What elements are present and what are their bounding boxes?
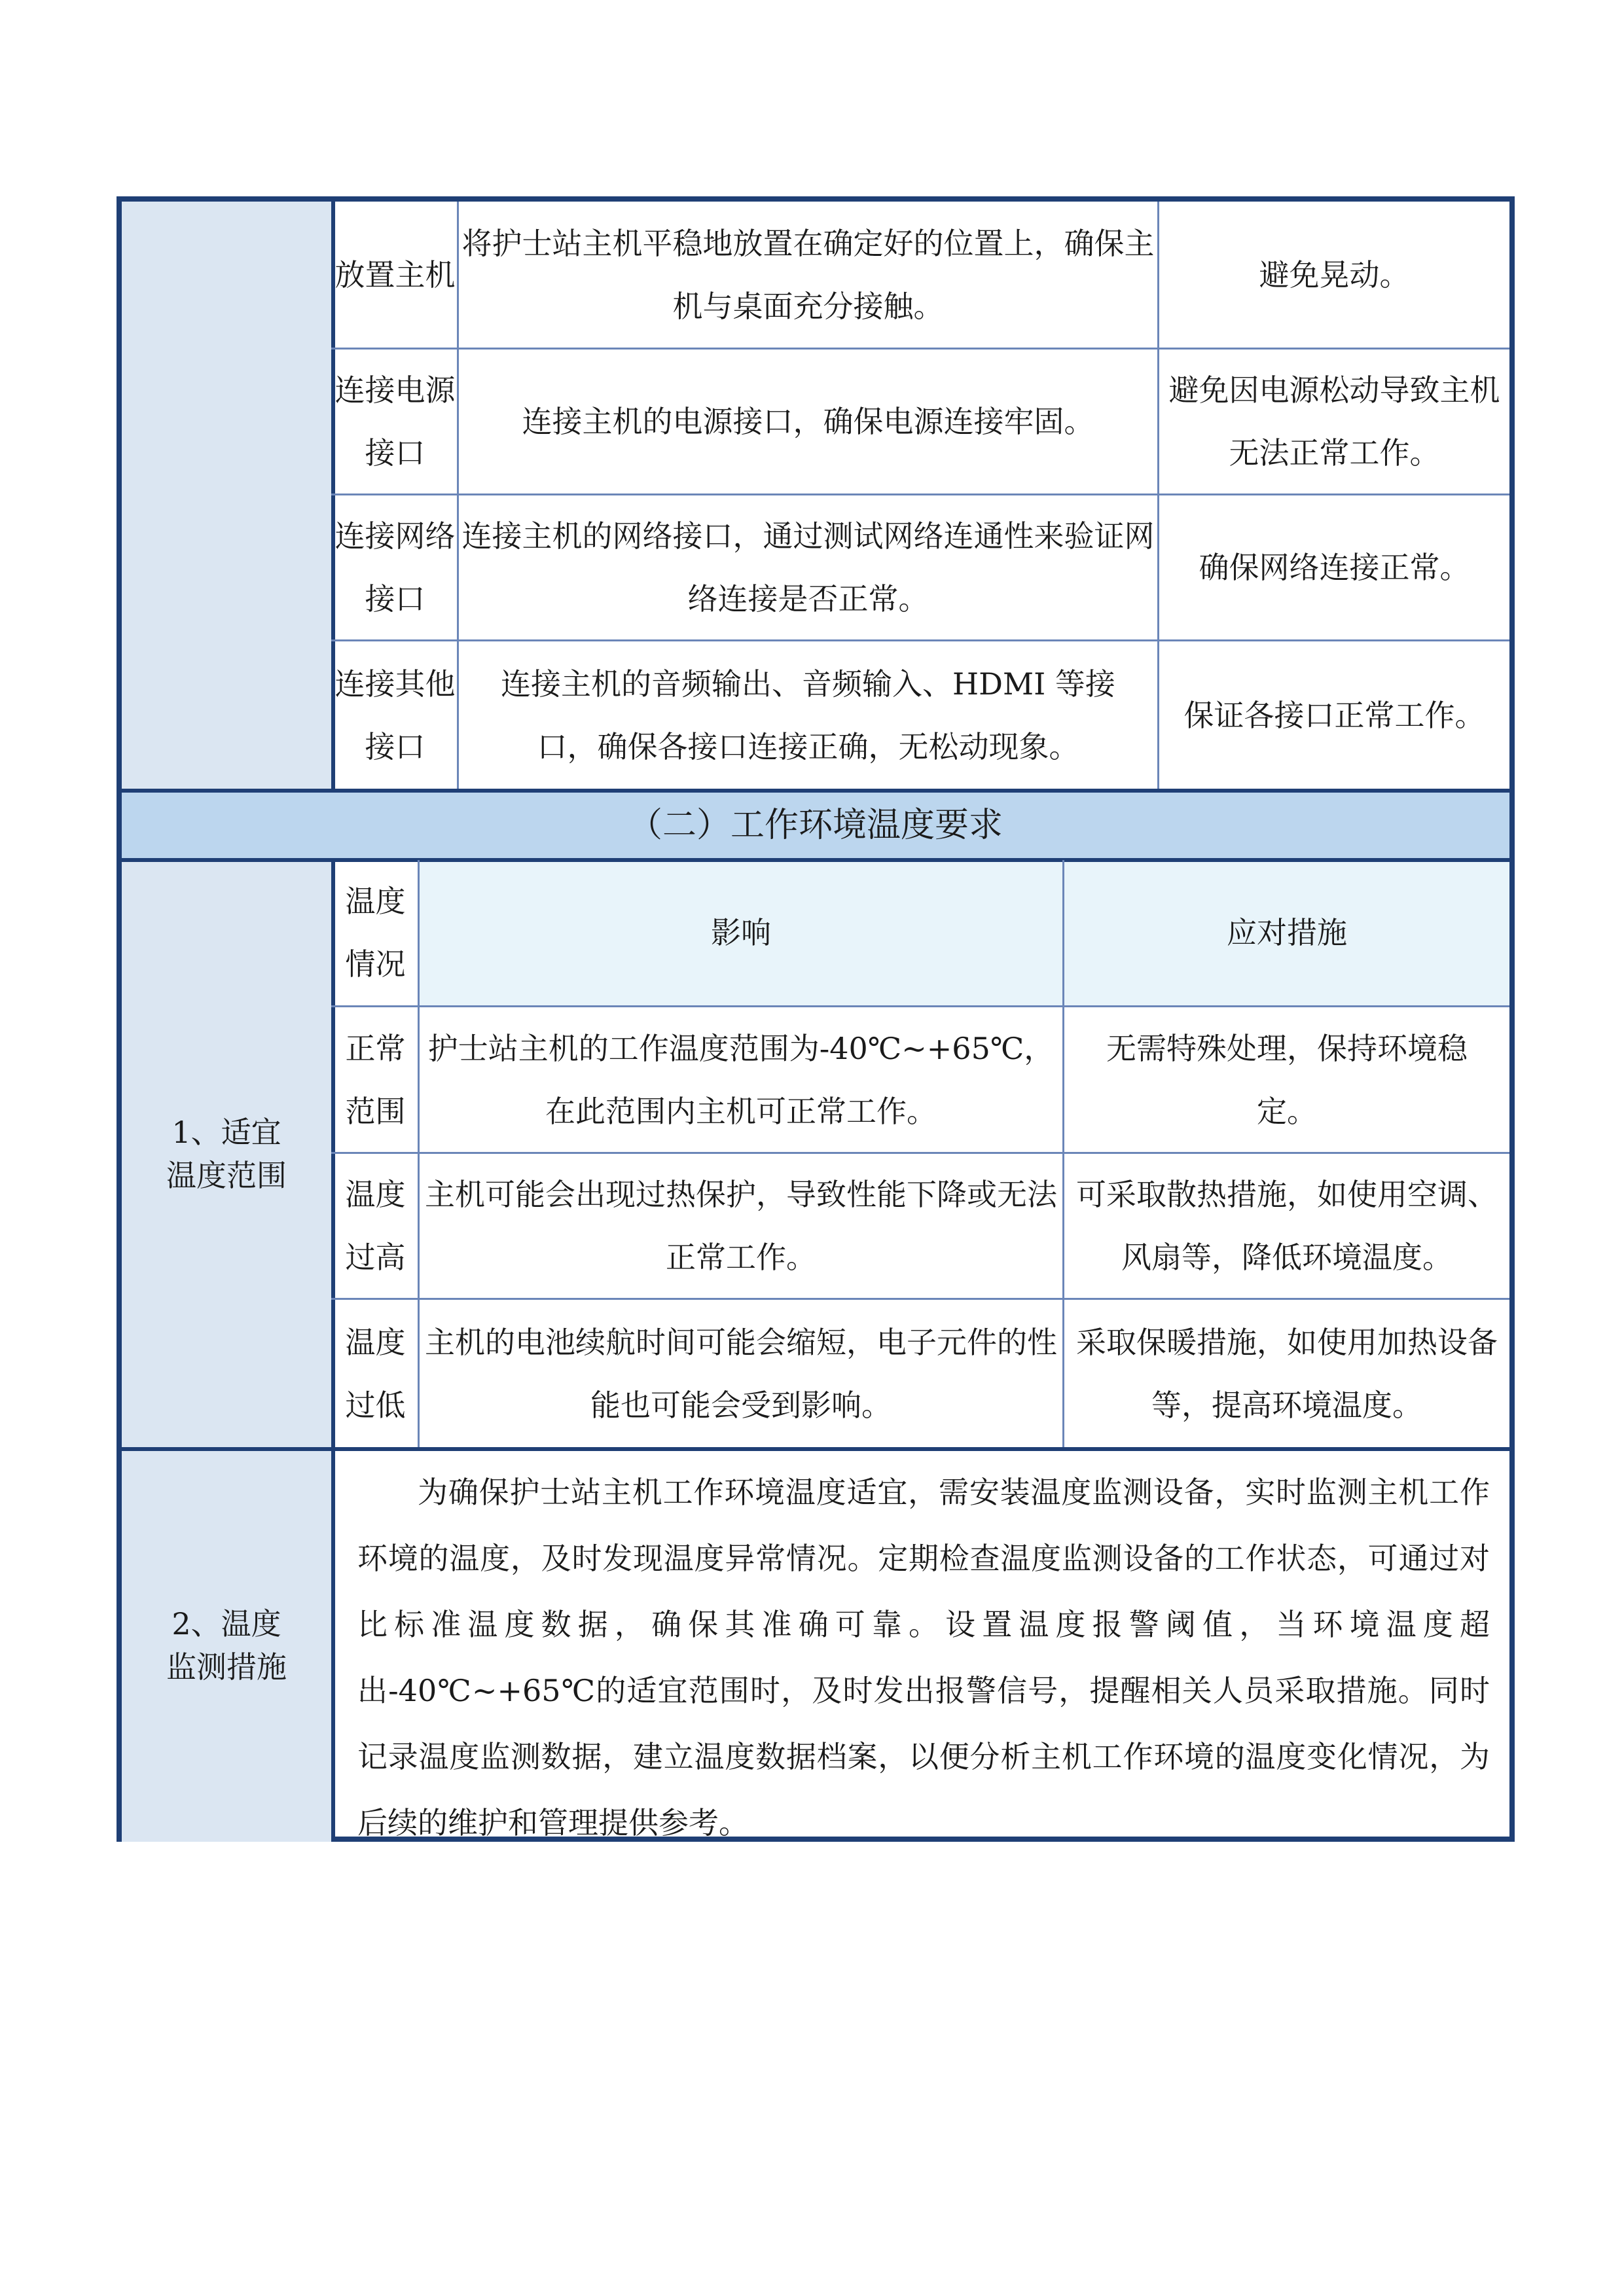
install-row-1-operation: 将护士站主机平稳地放置在确定好的位置上，确保主机与桌面充分接触。 — [461, 225, 1155, 324]
temp-row-2-condition: 温度过高 — [345, 1177, 406, 1275]
install-row-2-operation: 连接主机的电源接口，确保电源连接牢固。 — [522, 404, 1094, 439]
temp-row-2-measure: 可采取散热措施，如使用空调、风扇等，降低环境温度。 — [1076, 1177, 1498, 1275]
temp-header-measure: 应对措施 — [1227, 915, 1347, 950]
document-table — [117, 196, 1515, 1842]
install-row-4-step: 连接其他接口 — [334, 666, 456, 764]
temp-row-3-condition: 温度过低 — [345, 1324, 406, 1423]
install-row-3-step: 连接网络接口 — [334, 518, 456, 617]
temp-header-condition: 温度情况 — [345, 884, 406, 982]
monitoring-paragraph: 为确保护士站主机工作环境温度适宜，需安装温度监测设备，实时监测主机工作环境的温度，及时发现温度异常情况。定期检查温度监测设备的工作状态，可通过对比标准温度数据，确保其准确可靠。设置温度报警阈值，当环境温度超出-40℃~+65℃的适宜范围时，及时发出报警信号，提醒相关人员采取措施。同时记录温度监测数据，建立温度数据档案，以便分析主机工作环境的温度变化情况，为后续的维护和管理提供参考。 — [357, 1475, 1490, 1840]
monitoring-label: 2、温度监测措施 — [166, 1606, 287, 1685]
install-row-4-purpose: 保证各接口正常工作。 — [1183, 697, 1485, 733]
temp-row-3-impact: 主机的电池续航时间可能会缩短，电子元件的性能也可能会受到影响。 — [425, 1324, 1057, 1423]
install-row-2-step: 连接电源接口 — [334, 372, 456, 471]
temp-row-1-condition: 正常范围 — [345, 1030, 406, 1129]
temp-row-3-measure: 采取保暖措施，如使用加热设备等，提高环境温度。 — [1076, 1324, 1498, 1423]
install-row-1-step: 放置主机 — [334, 257, 456, 293]
temp-row-1-measure: 无需特殊处理，保持环境稳定。 — [1106, 1030, 1468, 1129]
temp-header-impact: 影响 — [711, 915, 771, 950]
temp-row-1-impact: 护士站主机的工作温度范围为-40℃~+65℃，在此范围内主机可正常工作。 — [427, 1030, 1055, 1129]
install-row-1-purpose: 避免晃动。 — [1259, 257, 1410, 293]
temp-range-label: 1、适宜温度范围 — [166, 1114, 287, 1193]
install-row-3-operation: 连接主机的网络接口，通过测试网络连通性来验证网络连接是否正常。 — [461, 518, 1155, 617]
temp-row-2-impact: 主机可能会出现过热保护，导致性能下降或无法正常工作。 — [425, 1177, 1057, 1275]
left-label-column-top — [122, 202, 331, 791]
install-row-3-purpose: 确保网络连接正常。 — [1199, 550, 1470, 585]
install-row-4-operation: 连接主机的音频输出、音频输入、HDMI 等接口，确保各接口连接正确，无松动现象。 — [501, 666, 1115, 764]
install-row-2-purpose: 避免因电源松动导致主机无法正常工作。 — [1168, 372, 1500, 471]
section-title: （二）工作环境温度要求 — [628, 806, 1003, 845]
